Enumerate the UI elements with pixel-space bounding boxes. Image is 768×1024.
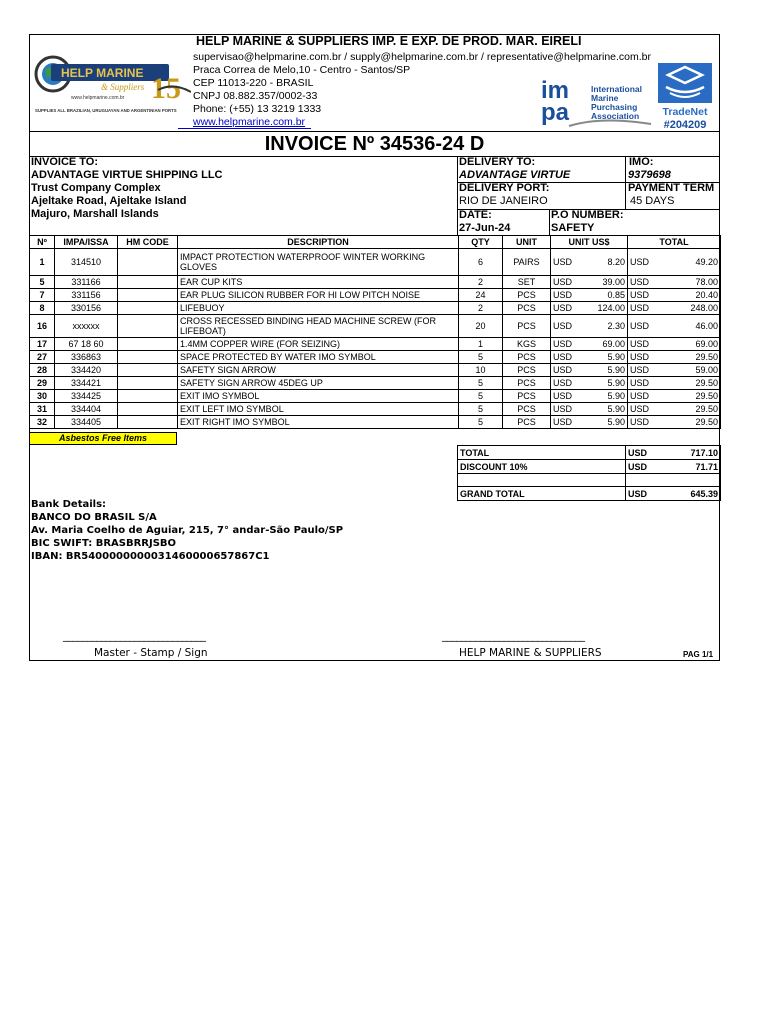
payment-term-value: 45 DAYS xyxy=(630,195,675,207)
total-currency: USD xyxy=(630,257,650,267)
unit: PCS xyxy=(503,416,551,429)
total-currency: USD xyxy=(630,404,650,414)
company-cep: CEP 11013-220 - BRASIL xyxy=(193,77,314,89)
unit-currency: USD xyxy=(553,339,573,349)
impa-line1: International xyxy=(591,84,643,94)
bank-iban: IBAN: BR5400000000031460000657867C1 xyxy=(31,551,270,562)
col-header-impa: IMPA/ISSA xyxy=(55,236,118,249)
item-description: SAFETY SIGN ARROW 45DEG UP xyxy=(178,377,459,390)
quantity: 2 xyxy=(459,302,503,315)
row-number: 31 xyxy=(30,403,55,416)
item-description: CROSS RECESSED BINDING HEAD MACHINE SCREW (FOR LIFEBOAT) xyxy=(178,315,459,338)
unit: PCS xyxy=(503,364,551,377)
delivery-port-label: DELIVERY PORT: xyxy=(459,182,550,194)
quantity: 6 xyxy=(459,249,503,276)
total-currency: USD xyxy=(630,277,650,287)
company-website-link[interactable]: www.helpmarine.com.br xyxy=(193,116,306,128)
impa-logo xyxy=(541,78,655,128)
row-number: 32 xyxy=(30,416,55,429)
bank-details-title: Bank Details: xyxy=(31,499,107,510)
unit-price-cell xyxy=(551,351,628,364)
po-number-label: P.O NUMBER: xyxy=(551,209,624,221)
line-total-cell xyxy=(628,276,721,289)
quantity: 24 xyxy=(459,289,503,302)
total-currency: USD xyxy=(630,365,650,375)
asbestos-note xyxy=(29,432,177,445)
unit-price-cell xyxy=(551,249,628,276)
impa-code: 334405 xyxy=(55,416,118,429)
unit-currency: USD xyxy=(553,352,573,362)
quantity: 2 xyxy=(459,276,503,289)
imo-label: IMO: xyxy=(629,156,654,168)
unit-price-cell xyxy=(551,364,628,377)
row-number: 28 xyxy=(30,364,55,377)
bank-swift: BIC SWIFT: BRASBRRJSBO xyxy=(31,538,177,549)
hm-code xyxy=(118,249,178,276)
hm-code xyxy=(118,416,178,429)
line-total-cell xyxy=(628,416,721,429)
unit-price: 5.90 xyxy=(607,352,625,362)
hm-code xyxy=(118,302,178,315)
discount-row xyxy=(458,460,721,474)
unit-currency: USD xyxy=(553,365,573,375)
impa-code: 334420 xyxy=(55,364,118,377)
impa-letters-top: im xyxy=(541,78,570,104)
impa-line3: Purchasing xyxy=(591,102,638,112)
company-address: Praca Correa de Melo,10 - Centro - Santos/SP xyxy=(193,64,411,76)
col-header-unit: UNIT xyxy=(503,236,551,249)
logo-tagline: SUPPLIES ALL BRAZILIAN, URUGUAYAN AND ARGENTINIAN PORTS xyxy=(35,108,177,113)
total-currency: USD xyxy=(630,391,650,401)
imo-value: 9379698 xyxy=(628,169,671,181)
line-total: 29.50 xyxy=(695,352,718,362)
item-description: EXIT LEFT IMO SYMBOL xyxy=(178,403,459,416)
logo-line2: & Suppliers xyxy=(101,82,145,92)
hm-code xyxy=(118,276,178,289)
table-row xyxy=(30,315,721,338)
item-description: EXIT IMO SYMBOL xyxy=(178,390,459,403)
unit-currency: USD xyxy=(553,391,573,401)
unit-currency: USD xyxy=(553,303,573,313)
table-row xyxy=(30,302,721,315)
grand-total-row xyxy=(458,487,721,501)
unit-currency: USD xyxy=(553,404,573,414)
unit: PCS xyxy=(503,351,551,364)
table-row xyxy=(30,276,721,289)
line-total: 20.40 xyxy=(695,290,718,300)
col-header-description: DESCRIPTION xyxy=(178,236,459,249)
unit-currency: USD xyxy=(553,290,573,300)
company-emails: supervisao@helpmarine.com.br / supply@helpmarine.com.br / representative@helpmarine.com.br xyxy=(193,51,652,63)
unit-currency: USD xyxy=(553,257,573,267)
quantity: 5 xyxy=(459,416,503,429)
hm-code xyxy=(118,403,178,416)
row-number: 17 xyxy=(30,338,55,351)
line-total: 248.00 xyxy=(690,303,718,313)
impa-code: 334421 xyxy=(55,377,118,390)
hm-code xyxy=(118,351,178,364)
row-number: 30 xyxy=(30,390,55,403)
discount-label: DISCOUNT 10% xyxy=(458,460,626,474)
line-total: 59.00 xyxy=(695,365,718,375)
hm-code xyxy=(118,390,178,403)
line-total-cell xyxy=(628,364,721,377)
unit-price: 39.00 xyxy=(602,277,625,287)
grand-total-label: GRAND TOTAL xyxy=(458,487,626,501)
row-number: 1 xyxy=(30,249,55,276)
col-header-qty: QTY xyxy=(459,236,503,249)
line-total: 29.50 xyxy=(695,391,718,401)
hm-code xyxy=(118,338,178,351)
impa-code: 67 18 60 xyxy=(55,338,118,351)
table-row xyxy=(30,364,721,377)
row-number: 7 xyxy=(30,289,55,302)
total-row xyxy=(458,446,721,460)
impa-code: 336863 xyxy=(55,351,118,364)
quantity: 5 xyxy=(459,390,503,403)
anniversary-badge: 15 xyxy=(151,72,181,105)
hm-code xyxy=(118,377,178,390)
discount-value: 71.71 xyxy=(666,460,721,474)
impa-code: xxxxxx xyxy=(55,315,118,338)
website-underline xyxy=(178,128,311,129)
divider xyxy=(29,156,720,157)
company-name: HELP MARINE & SUPPLIERS IMP. E EXP. DE PROD. MAR. EIRELI xyxy=(196,34,582,48)
line-total-cell xyxy=(628,249,721,276)
items-table xyxy=(29,235,721,429)
unit: PCS xyxy=(503,377,551,390)
line-total: 29.50 xyxy=(695,378,718,388)
total-currency: USD xyxy=(630,352,650,362)
table-row xyxy=(30,249,721,276)
master-sign-label: Master - Stamp / Sign xyxy=(94,647,208,659)
company-sign-label: HELP MARINE & SUPPLIERS xyxy=(459,647,602,659)
unit-currency: USD xyxy=(553,321,573,331)
quantity: 1 xyxy=(459,338,503,351)
unit-currency: USD xyxy=(553,378,573,388)
unit-currency: USD xyxy=(553,417,573,427)
unit-price-cell xyxy=(551,315,628,338)
grand-total-currency: USD xyxy=(626,487,666,501)
quantity: 5 xyxy=(459,351,503,364)
delivery-to-label: DELIVERY TO: xyxy=(459,156,536,168)
col-header-unit-price: UNIT US$ xyxy=(551,236,628,249)
impa-code: 331156 xyxy=(55,289,118,302)
unit-price: 5.90 xyxy=(607,391,625,401)
tradenet-logo xyxy=(656,61,714,131)
unit-price: 5.90 xyxy=(607,404,625,414)
unit-price-cell xyxy=(551,289,628,302)
impa-code: 331166 xyxy=(55,276,118,289)
row-number: 8 xyxy=(30,302,55,315)
line-total-cell xyxy=(628,403,721,416)
row-number: 5 xyxy=(30,276,55,289)
unit-currency: USD xyxy=(553,277,573,287)
item-description: EAR CUP KITS xyxy=(178,276,459,289)
unit-price-cell xyxy=(551,377,628,390)
bank-address: Av. Maria Coelho de Aguiar, 215, 7° andar-São Paulo/SP xyxy=(31,525,344,536)
col-header-number: Nº xyxy=(30,236,55,249)
unit-price: 69.00 xyxy=(602,339,625,349)
bank-name: BANCO DO BRASIL S/A xyxy=(31,512,157,523)
total-label: TOTAL xyxy=(458,446,626,460)
line-total-cell xyxy=(628,351,721,364)
unit-price-cell xyxy=(551,338,628,351)
line-total: 78.00 xyxy=(695,277,718,287)
line-total-cell xyxy=(628,390,721,403)
impa-line4: Association xyxy=(591,111,640,121)
total-currency: USD xyxy=(630,290,650,300)
table-row xyxy=(30,377,721,390)
hm-code xyxy=(118,315,178,338)
col-header-hm-code: HM CODE xyxy=(118,236,178,249)
quantity: 5 xyxy=(459,377,503,390)
logo-url: www.helpmarine.com.br xyxy=(71,95,125,101)
total-currency: USD xyxy=(630,339,650,349)
quantity: 5 xyxy=(459,403,503,416)
table-row xyxy=(30,416,721,429)
invoice-to-line1: ADVANTAGE VIRTUE SHIPPING LLC xyxy=(31,169,223,181)
item-description: EAR PLUG SILICON RUBBER FOR HI LOW PITCH NOISE xyxy=(178,289,459,302)
unit-price: 8.20 xyxy=(607,257,625,267)
page-number: PAG 1/1 xyxy=(683,650,714,659)
delivery-port-value: RIO DE JANEIRO xyxy=(459,195,548,207)
total-currency: USD xyxy=(630,321,650,331)
item-description: SAFETY SIGN ARROW xyxy=(178,364,459,377)
line-total-cell xyxy=(628,289,721,302)
totals-table xyxy=(457,445,721,501)
hm-code xyxy=(118,364,178,377)
impa-code: 314510 xyxy=(55,249,118,276)
unit-price-cell xyxy=(551,403,628,416)
divider xyxy=(457,156,458,235)
invoice-to-line2: Trust Company Complex xyxy=(31,182,161,194)
unit-price-cell xyxy=(551,302,628,315)
date-label: DATE: xyxy=(459,209,492,221)
table-header-row xyxy=(30,236,721,249)
logo-line1: HELP MARINE xyxy=(61,66,144,80)
bank-details xyxy=(31,498,343,563)
impa-letters-bottom: pa xyxy=(541,99,570,126)
unit-price: 124.00 xyxy=(597,303,625,313)
item-description: EXIT RIGHT IMO SYMBOL xyxy=(178,416,459,429)
quantity: 10 xyxy=(459,364,503,377)
line-total: 29.50 xyxy=(695,404,718,414)
hm-code xyxy=(118,289,178,302)
divider xyxy=(549,209,550,235)
row-number: 27 xyxy=(30,351,55,364)
impa-code: 330156 xyxy=(55,302,118,315)
row-number: 29 xyxy=(30,377,55,390)
discount-currency: USD xyxy=(626,460,666,474)
impa-code: 334425 xyxy=(55,390,118,403)
impa-line2: Marine xyxy=(591,93,619,103)
unit-price: 2.30 xyxy=(607,321,625,331)
table-row xyxy=(30,351,721,364)
total-value: 717.10 xyxy=(666,446,721,460)
item-description: 1.4MM COPPER WIRE (FOR SEIZING) xyxy=(178,338,459,351)
unit-price: 5.90 xyxy=(607,378,625,388)
grand-total-value: 645.39 xyxy=(666,487,721,501)
unit-price-cell xyxy=(551,416,628,429)
po-number-value: SAFETY xyxy=(551,222,595,234)
quantity: 20 xyxy=(459,315,503,338)
table-row xyxy=(30,338,721,351)
help-marine-logo xyxy=(33,52,191,116)
payment-term-label: PAYMENT TERM xyxy=(628,182,715,194)
unit: PCS xyxy=(503,315,551,338)
line-total-cell xyxy=(628,377,721,390)
master-sign-line: ______________________________ xyxy=(63,630,206,642)
total-currency: USD xyxy=(626,446,666,460)
unit-price-cell xyxy=(551,276,628,289)
table-row xyxy=(30,403,721,416)
unit: KGS xyxy=(503,338,551,351)
invoice-title: INVOICE Nº 34536-24 D xyxy=(264,133,485,155)
row-number: 16 xyxy=(30,315,55,338)
unit-price: 5.90 xyxy=(607,365,625,375)
unit: PCS xyxy=(503,289,551,302)
total-currency: USD xyxy=(630,417,650,427)
blank-row xyxy=(458,474,721,487)
unit: PAIRS xyxy=(503,249,551,276)
line-total-cell xyxy=(628,302,721,315)
table-row xyxy=(30,289,721,302)
company-phone: Phone: (+55) 13 3219 1333 xyxy=(193,103,322,115)
tradenet-number: #204209 xyxy=(663,119,707,131)
total-currency: USD xyxy=(630,303,650,313)
date-value: 27-Jun-24 xyxy=(459,222,511,234)
line-total-cell xyxy=(628,315,721,338)
company-cnpj: CNPJ 08.882.357/0002-33 xyxy=(193,90,318,102)
unit: PCS xyxy=(503,302,551,315)
unit-price: 5.90 xyxy=(607,417,625,427)
invoice-to-label: INVOICE TO: xyxy=(31,156,99,168)
line-total-cell xyxy=(628,338,721,351)
unit-price-cell xyxy=(551,390,628,403)
unit: PCS xyxy=(503,390,551,403)
total-currency: USD xyxy=(630,378,650,388)
invoice-to-line4: Majuro, Marshall Islands xyxy=(31,208,159,220)
delivery-to-value: ADVANTAGE VIRTUE xyxy=(459,169,571,181)
col-header-total: TOTAL xyxy=(628,236,721,249)
item-description: SPACE PROTECTED BY WATER IMO SYMBOL xyxy=(178,351,459,364)
line-total: 49.20 xyxy=(695,257,718,267)
unit: PCS xyxy=(503,403,551,416)
tradenet-label: TradeNet xyxy=(662,106,708,118)
table-row xyxy=(30,390,721,403)
item-description: LIFEBUOY xyxy=(178,302,459,315)
company-sign-line: ______________________________ xyxy=(442,630,585,642)
line-total: 46.00 xyxy=(695,321,718,331)
line-total: 69.00 xyxy=(695,339,718,349)
unit-price: 0.85 xyxy=(607,290,625,300)
impa-code: 334404 xyxy=(55,403,118,416)
line-total: 29.50 xyxy=(695,417,718,427)
invoice-to-line3: Ajeltake Road, Ajeltake Island xyxy=(31,195,187,207)
item-description: IMPACT PROTECTION WATERPROOF WINTER WORKING GLOVES xyxy=(178,249,459,276)
asbestos-note-text: Asbestos Free Items xyxy=(58,433,148,443)
unit: SET xyxy=(503,276,551,289)
